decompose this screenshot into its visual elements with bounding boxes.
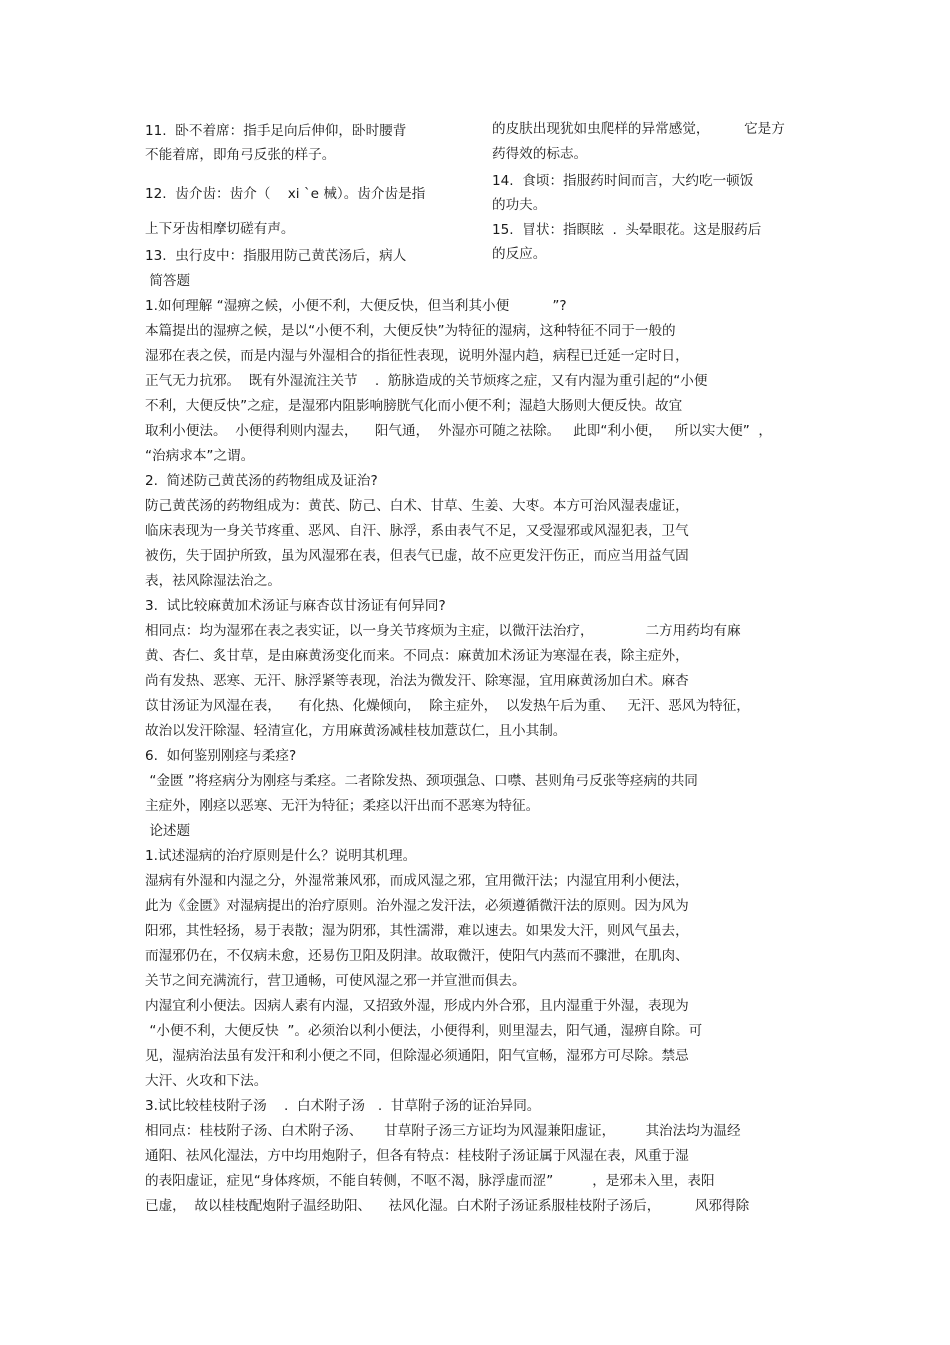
entry-11-line-1: 11. 卧不着席：指手足向后伸仰，卧时腰背 — [145, 123, 407, 139]
answer-line: 临床表现为一身关节疼重、恶风、自汗、脉浮，系由表气不足，又受湿邪或风湿犯表，卫气 — [145, 523, 689, 539]
entry-12-line-2: 上下牙齿相摩切磋有声。 — [145, 221, 295, 237]
entry-11-line-2: 不能着席，即角弓反张的样子。 — [145, 147, 336, 163]
question-1-title: 1.如何理解 “湿痹之候，小便不利，大便反快，但当利其小便 ”? — [145, 298, 567, 314]
essay-1-title: 1.试述湿病的治疗原则是什么？说明其机理。 — [145, 848, 417, 864]
entry-14-line-2: 的功夫。 — [492, 197, 547, 213]
answer-line: 湿邪在表之侯，而是内湿与外湿相合的指征性表现，说明外湿内趋，病程已迁延一定时日， — [145, 348, 689, 364]
entry-15-line-1: 15. 冒状：指瞑眩 . 头晕眼花。这是服药后 — [492, 222, 762, 238]
essay-3-title: 3.试比较桂枝附子汤 . 白术附子汤 . 甘草附子汤的证治异同。 — [145, 1098, 541, 1114]
answer-line: 正气无力抗邪。 既有外湿流注关节 . 筋脉造成的关节烦疼之症，又有内湿为重引起的“小便 — [145, 373, 708, 389]
entry-13-line-3: 药得效的标志。 — [492, 146, 588, 162]
answer-line: 见，湿病治法虽有发汗和利小便之不同，但除湿必须通阳，阳气宣畅，湿邪方可尽除。禁忌 — [145, 1048, 689, 1064]
answer-line: 此为《金匮》对湿病提出的治疗原则。治外湿之发汗法，必须遵循微汗法的原则。因为风为 — [145, 898, 689, 914]
answer-line: 内湿宜利小便法。因病人素有内湿，又招致外湿，形成内外合邪，且内湿重于外湿，表现为 — [145, 998, 689, 1014]
answer-line: 故治以发汗除湿、轻清宣化，方用麻黄汤减桂枝加薏苡仁，且小其制。 — [145, 723, 567, 739]
question-6-title: 6. 如何鉴别刚痉与柔痉? — [145, 748, 297, 764]
answer-line: 被伤，失于固护所致，虽为风湿邪在表，但表气已虚，故不应更发汗伤正，而应当用益气固 — [145, 548, 689, 564]
answer-line: 黄、杏仁、炙甘草，是由麻黄汤变化而来。不同点：麻黄加术汤证为寒湿在表，除主症外， — [145, 648, 689, 664]
answer-line: 不利，大便反快”之症，是湿邪内阻影响膀胱气化而小便不利；湿趋大肠则大便反快。故宜 — [145, 398, 683, 414]
answer-line: 而湿邪仍在，不仅病未愈，还易伤卫阳及阴津。故取微汗，使阳气内蒸而不骤泄，在肌肉、 — [145, 948, 689, 964]
answer-line: 通阳、祛风化湿法，方中均用炮附子，但各有特点：桂枝附子汤证属于风湿在表，风重于湿 — [145, 1148, 689, 1164]
answer-line: 大汗、火攻和下法。 — [145, 1073, 268, 1089]
answer-line: 防己黄芪汤的药物组成为：黄芪、防己、白术、甘草、生姜、大枣。本方可治风湿表虚证， — [145, 498, 689, 514]
entry-12-line-1: 12. 齿介齿：齿介（ xi `e 械）。齿介齿是指 — [145, 186, 426, 202]
entry-14-line-1: 14. 食顷：指服药时间而言，大约吃一顿饭 — [492, 173, 754, 189]
answer-line: 的表阳虚证，症见“身体疼烦，不能自转侧，不呕不渴，脉浮虚而涩” ，是邪未入里，表阳 — [145, 1173, 715, 1189]
answer-line: “小便不利，大便反快 ”。必须治以利小便法，小便得利，则里湿去，阳气通，湿痹自除。可 — [145, 1023, 703, 1039]
answer-line: 苡甘汤证为风湿在表， 有化热、化燥倾向， 除主症外， 以发热午后为重、 无汗、恶风为特征， — [145, 698, 750, 714]
entry-15-line-2: 的反应。 — [492, 246, 547, 262]
answer-line: “治病求本”之谓。 — [145, 448, 255, 464]
answer-line: 已虚， 故以桂枝配炮附子温经助阳、 祛风化湿。白术附子汤证系服桂枝附子汤后， 风邪得除 — [145, 1198, 750, 1214]
answer-line: 关节之间充满流行，营卫通畅，可使风湿之邪一并宣泄而俱去。 — [145, 973, 526, 989]
entry-13-line-2: 的皮肤出现犹如虫爬样的异常感觉， 它是方 — [492, 121, 785, 137]
answer-line: 表，祛风除湿法治之。 — [145, 573, 281, 589]
answer-line: 相同点：均为湿邪在表之表实证，以一身关节疼烦为主症，以微汗法治疗， 二方用药均有麻 — [145, 623, 741, 639]
entry-13-line-1: 13. 虫行皮中：指服用防己黄芪汤后，病人 — [145, 248, 407, 264]
answer-line: 相同点：桂枝附子汤、白术附子汤、 甘草附子汤三方证均为风湿兼阳虚证， 其治法均为温经 — [145, 1123, 741, 1139]
answer-line: 本篇提出的湿痹之候，是以“小便不利，大便反快”为特征的湿病，这种特征不同于一般的 — [145, 323, 676, 339]
section-heading-short-answer: 简答题 — [145, 273, 191, 289]
answer-line: 阳邪，其性轻扬，易于表散；湿为阴邪，其性濡滞，难以速去。如果发大汗，则风气虽去， — [145, 923, 689, 939]
question-3-title: 3. 试比较麻黄加术汤证与麻杏苡甘汤证有何异同? — [145, 598, 446, 614]
answer-line: 尚有发热、恶寒、无汗、脉浮紧等表现，治法为微发汗、除寒湿，宜用麻黄汤加白术。麻杏 — [145, 673, 689, 689]
answer-line: 湿病有外湿和内湿之分，外湿常兼风邪，而成风湿之邪，宜用微汗法；内湿宜用利小便法， — [145, 873, 689, 889]
question-2-title: 2. 简述防己黄芪汤的药物组成及证治? — [145, 473, 378, 489]
answer-line: “金匮 ”将痉病分为刚痉与柔痉。二者除发热、颈项强急、口噤、甚则角弓反张等痉病的共同 — [145, 773, 698, 789]
section-heading-essay: 论述题 — [145, 823, 191, 839]
answer-line: 主症外，刚痉以恶寒、无汗为特征；柔痉以汗出而不恶寒为特征。 — [145, 798, 540, 814]
answer-line: 取利小便法。 小便得利则内湿去， 阳气通， 外湿亦可随之祛除。 此即“利小便， 所以实大便” ， — [145, 423, 772, 439]
